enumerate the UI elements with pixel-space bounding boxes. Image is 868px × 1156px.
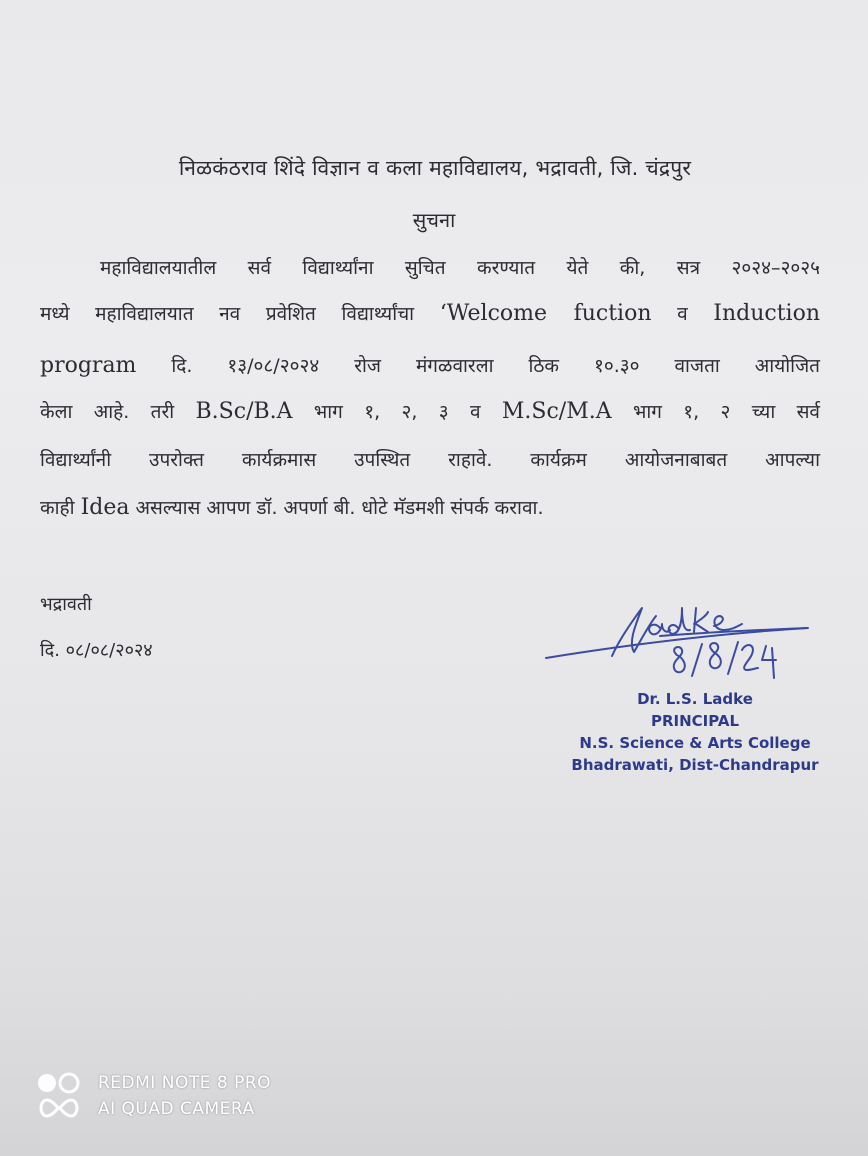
seal-name: Dr. L.S. Ladke [637, 690, 753, 708]
notice-body-line [40, 352, 820, 378]
marathi-text: भाग १, २ च्या सर्व [611, 401, 820, 423]
watermark-camera-line: AI QUAD CAMERA [98, 1099, 255, 1119]
marathi-text: भाग १, २, ३ व [292, 401, 502, 423]
marathi-text: महाविद्यालयातील सर्व विद्यार्थ्यांना सुचित करण्यात येते की, सत्र २०२४–२०२५ [100, 257, 820, 279]
notice-body-line [40, 300, 820, 326]
latin-text: B.Sc/B.A [195, 399, 293, 424]
notice-body-line [40, 494, 820, 520]
seal-address: Bhadrawati, Dist-Chandrapur [571, 756, 819, 774]
place-label: भद्रावती [40, 594, 92, 615]
notice-date: दि. ०८/०८/२०२४ [40, 640, 153, 661]
notice-body-line [40, 398, 820, 424]
seal-college: N.S. Science & Arts College [579, 734, 811, 752]
latin-text: program [40, 353, 137, 378]
watermark-device-line: REDMI NOTE 8 PRO [98, 1073, 272, 1093]
notice-body-line [100, 254, 820, 280]
marathi-text: केला आहे. तरी [40, 401, 196, 423]
latin-text: M.Sc/M.A [501, 399, 612, 424]
marathi-text: असल्यास आपण डॉ. अपर्णा बी. धोटे मॅडमशी संपर्क करावा. [129, 497, 544, 519]
principal-seal [560, 688, 830, 776]
latin-text: Induction [713, 301, 820, 326]
quad-camera-logo-icon [36, 1070, 82, 1122]
institution-heading: निळकंठराव शिंदे विज्ञान व कला महाविद्यालय, भद्रावती, जि. चंद्रपुर [178, 156, 692, 180]
marathi-text: विद्यार्थ्यांनी उपरोक्त कार्यक्रमास उपस्थित राहावे. कार्यक्रम आयोजनाबाबत आपल्या [40, 449, 820, 471]
latin-text: Idea [80, 495, 130, 520]
seal-designation: PRINCIPAL [650, 712, 740, 730]
camera-watermark [36, 1070, 271, 1122]
latin-text: ‘Welcome fuction [439, 301, 652, 326]
handwritten-signature [540, 598, 820, 698]
marathi-text: काही [40, 497, 81, 519]
marathi-text: दि. १३/०८/२०२४ रोज मंगळवारला ठिक १०.३० वाजता आयोजित [136, 355, 820, 377]
marathi-text: व [651, 303, 714, 325]
marathi-text: मध्ये महाविद्यालयात नव प्रवेशित विद्यार्थ्यांचा [40, 303, 440, 325]
notice-body-line [40, 446, 820, 472]
notice-title: सुचना [412, 208, 456, 232]
